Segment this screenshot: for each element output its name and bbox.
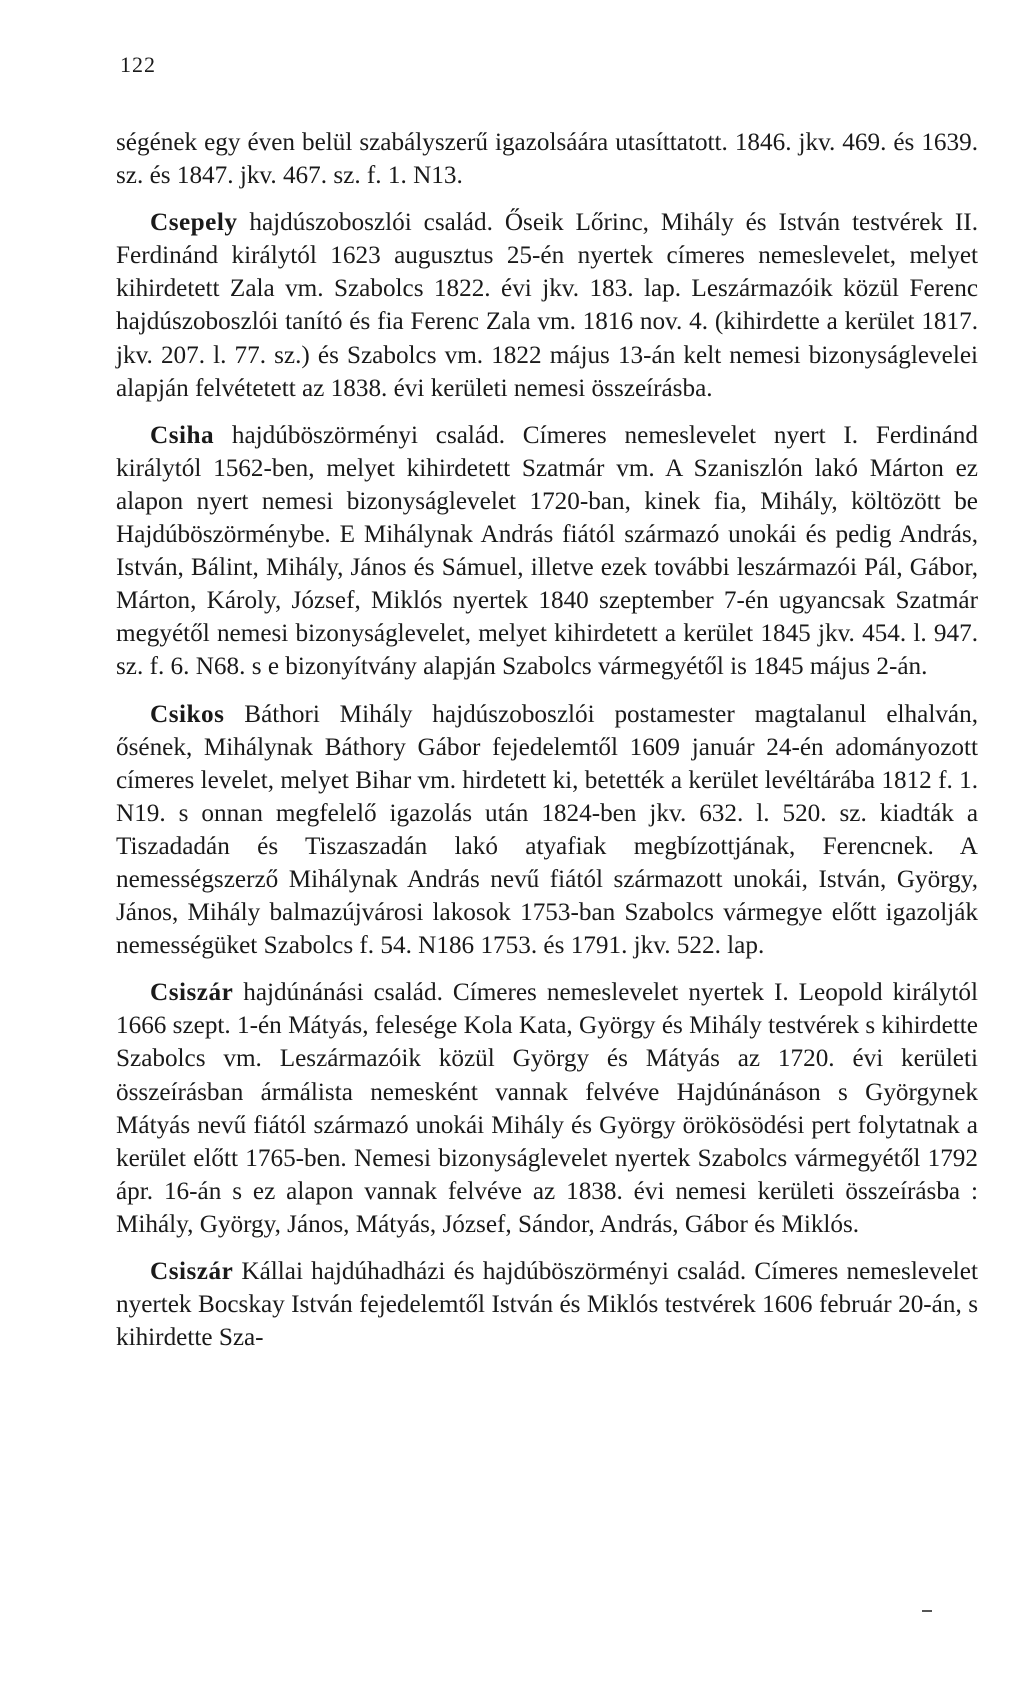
entry-text: hajdúböszörményi család. Címeres nemeslevelet nyert I. Ferdinánd királytól 1562-ben, melyet kihirdetett Szatmár vm. A Szaniszlón lakó Márton ez alapon nyert nemesi bizonyságlevelet 1720-ban, kinek fia, Mihály, költözött be Hajdúböszörménybe. E Mihálynak András fiától származó unokái és pedig András, István, Bálint, Mihály, János és Sámuel, illetve ezek további leszármazói Pál, Gábor, Márton, Károly, József, Miklós nyertek 1840 szeptember 7-én ugyancsak Szatmár megyétől nemesi bizonyságlevelet, melyet kihirdetett a kerület 1845 jkv. 454. l. 947. sz. f. 6. N68. s e bizonyítvány alapján Szabolcs vármegyétől is 1845 május 2-án. bbox=[116, 421, 978, 681]
family-name: Csikos bbox=[150, 700, 225, 728]
dash-mark bbox=[922, 1610, 932, 1612]
entry-text: hajdúszoboszlói család. Őseik Lőrinc, Mihály és István testvérek II. Ferdinánd királytól 1623 augusztus 25-én nyertek címeres nemeslevelet, melyet kihirdetett Zala vm. Szabolcs 1822. évi jkv. 183. lap. Leszármazóik közül Ferenc hajdúszoboszlói tanító és fia Ferenc Zala vm. 1816 nov. 4. (kihirdette a kerület 1817. jkv. 207. l. 77. sz.) és Szabolcs vm. 1822 május 13-án kelt nemesi bizonyságlevelei alapján felvétetett az 1838. évi kerületi nemesi összeírásba. bbox=[116, 209, 978, 402]
family-name: Csiszár bbox=[150, 1258, 234, 1285]
entry-csiszar bbox=[116, 976, 978, 1241]
page-number: 122 bbox=[120, 52, 156, 77]
family-name: Csiszár bbox=[150, 979, 234, 1007]
page-body bbox=[116, 126, 978, 1354]
entry-text: Báthori Mihály hajdúszoboszlói postamester magtalanul elhalván, ősének, Mihálynak Báthory Gábor fejedelemtől 1609 január 24-én adományozott címeres levelet, melyet Bihar vm. hirdetett ki, betették a kerület levéltárába 1812 f. 1. N19. s onnan megfelelő igazolás után 1824-ben jkv. 632. l. 520. sz. kiadták a Tiszadadán és Tiszaszadán lakó atyafiak megbízottjának, Ferencnek. A nemességszerző Mihálynak András nevű fiától származott unokái, István, György, János, Mihály balmazújvárosi lakosok 1753-ban Szabolcs vármegye előtt igazolják nemességüket Szabolcs f. 54. N186 1753. és 1791. jkv. 522. lap. bbox=[116, 700, 978, 960]
entry-csiha bbox=[116, 419, 978, 684]
family-name: Csepely bbox=[150, 209, 238, 237]
family-name: Csiha bbox=[150, 421, 215, 449]
entry-text: Kállai hajdúhadházi és hajdúböszörményi család. Címeres nemeslevelet nyertek Bocskay István fejedelemtől István és Miklós testvérek 1606 február 20-án, s kihirdette Sza- bbox=[116, 1258, 978, 1352]
entry-csepely bbox=[116, 206, 978, 405]
paragraph-continuation bbox=[116, 126, 978, 192]
entry-csiszar-kallai bbox=[116, 1255, 978, 1354]
paragraph-text: ségének egy éven belül szabályszerű igazolsáára utasíttatott. 1846. jkv. 469. és 1639. sz. és 1847. jkv. 467. sz. f. 1. N13. bbox=[116, 129, 978, 190]
entry-csikos bbox=[116, 698, 978, 963]
entry-text: hajdúnánási család. Címeres nemeslevelet nyertek I. Leopold királytól 1666 szept. 1-én Mátyás, felesége Kola Kata, György és Mihály testvérek s kihirdette Szabolcs vm. Leszármazóik közül György és Mátyás az 1720. évi kerületi összeírásban ármálista nemesként vannak felvéve Hajdúnánáson s Györgynek Mátyás nevű fiától származó unokái Mihály és György örökösödési pert folytatnak a kerület előtt 1765-ben. Nemesi bizonyságlevelet nyertek Szabolcs vármegyétől 1792 ápr. 16-án s ez alapon vannak felvéve az 1838. évi nemesi kerületi összeírásba : Mihály, György, János, Mátyás, József, Sándor, András, Gábor és Miklós. bbox=[116, 979, 978, 1238]
